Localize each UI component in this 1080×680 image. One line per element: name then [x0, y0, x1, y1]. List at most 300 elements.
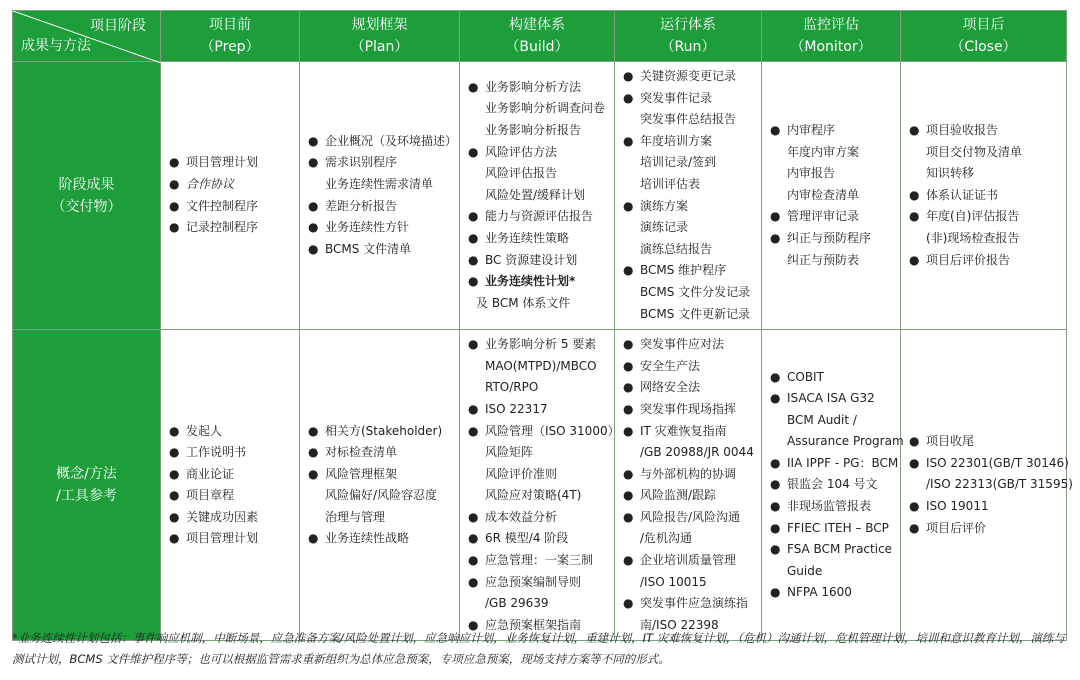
list-item	[468, 377, 610, 399]
column-header-build	[460, 11, 615, 62]
bullet-icon: ●	[909, 187, 920, 202]
bullet-icon: ●	[308, 423, 319, 438]
item-text: BCMS 文件清单	[325, 241, 412, 256]
item-list	[300, 417, 459, 555]
column-subtitle: （Prep）	[200, 39, 260, 55]
item-text: 风险应对策略(4T)	[485, 488, 582, 503]
list-item	[468, 120, 610, 142]
row-title: 阶段成果	[58, 176, 115, 193]
item-text: 项目后评价报告	[926, 252, 1011, 267]
bullet-icon: ●	[308, 133, 319, 148]
list-item	[623, 528, 757, 550]
list-item	[770, 474, 896, 496]
list-item	[169, 442, 295, 464]
row-title: 概念/方法	[56, 466, 117, 483]
list-item	[623, 109, 757, 131]
list-item	[468, 550, 610, 572]
item-text: IIA IPPF - PG：BCM	[787, 455, 899, 470]
list-item	[770, 163, 896, 185]
methods-row	[13, 330, 1067, 641]
bullet-icon: ●	[169, 466, 180, 481]
bullet-icon: ●	[468, 617, 479, 632]
item-list	[161, 417, 299, 555]
bullet-icon: ●	[308, 220, 319, 235]
list-item	[623, 464, 757, 486]
item-text: 项目章程	[186, 488, 235, 503]
item-text: 与外部机构的协调	[640, 466, 737, 481]
item-text: 风险评价准则	[485, 466, 558, 481]
list-item	[909, 496, 1062, 518]
list-item	[770, 518, 896, 540]
list-item	[169, 174, 295, 196]
item-text: 项目后评价	[926, 520, 987, 535]
column-title: 项目前	[209, 17, 251, 33]
bullet-icon: ●	[468, 574, 479, 589]
bullet-icon: ●	[623, 466, 634, 481]
item-text: 演练总结报告	[640, 241, 713, 256]
bullet-icon: ●	[909, 252, 920, 267]
item-text: /GB 20988/JR 0044	[640, 445, 754, 460]
list-item	[623, 550, 757, 572]
column-subtitle: （Plan）	[350, 39, 409, 55]
column-subtitle: （Build）	[505, 39, 569, 55]
list-item	[909, 453, 1069, 475]
item-text: 业务影响分析 5 要素	[485, 337, 597, 352]
list-item	[169, 421, 295, 443]
header-row	[13, 11, 1067, 62]
item-text: 风险管理（ISO 31000）	[485, 423, 620, 438]
item-text: 应急预案框架指南	[485, 617, 582, 632]
item-text: 企业培训质量管理	[640, 553, 737, 568]
bullet-icon: ●	[623, 401, 634, 416]
column-header-monitor	[762, 11, 901, 62]
column-subtitle: （Run）	[660, 39, 716, 55]
bullet-icon: ●	[468, 337, 479, 352]
item-text: 培训记录/签到	[640, 155, 717, 170]
list-item	[623, 196, 757, 218]
item-text: 网络安全法	[640, 380, 701, 395]
bullet-icon: ●	[770, 230, 781, 245]
item-text: 记录控制程序	[186, 220, 259, 235]
item-text: 风险评估报告	[485, 166, 558, 181]
list-item	[909, 250, 1062, 272]
bullet-icon: ●	[169, 198, 180, 213]
list-item	[308, 485, 455, 507]
item-text: 发起人	[186, 423, 223, 438]
bcm-phase-table	[12, 10, 1073, 641]
item-text: 关键资源变更记录	[640, 69, 737, 83]
list-item	[623, 217, 757, 239]
bullet-icon: ●	[623, 90, 634, 105]
bullet-icon: ●	[770, 477, 781, 492]
item-text: 风险监测/跟踪	[640, 488, 717, 503]
item-text: 内审程序	[787, 122, 836, 137]
item-text: 纠正与预防表	[787, 252, 860, 267]
item-text: 安全生产法	[640, 358, 701, 373]
item-text: 年度内审方案	[787, 144, 860, 159]
list-item	[770, 388, 896, 410]
bullet-icon: ●	[909, 209, 920, 224]
list-item	[909, 474, 1073, 496]
item-text: /ISO 10015	[640, 574, 707, 589]
row-subtitle: （交付物）	[51, 198, 122, 215]
item-text: 治理与管理	[325, 509, 386, 524]
list-item	[308, 442, 455, 464]
item-text: 工作说明书	[186, 445, 247, 460]
list-item	[623, 442, 757, 464]
item-text: FSA BCM Practice	[787, 542, 893, 557]
item-text: 风险处置/缓释计划	[485, 187, 586, 202]
list-item	[623, 572, 757, 594]
bullet-icon: ●	[468, 274, 479, 289]
item-text: 业务连续性战略	[325, 531, 410, 546]
list-item	[770, 431, 904, 453]
list-item	[308, 507, 455, 529]
item-text: 项目交付物及清单	[926, 144, 1023, 159]
column-header-prep	[161, 11, 300, 62]
item-text: 内审检查清单	[787, 187, 860, 202]
item-text: BCMS 文件更新记录	[640, 306, 751, 321]
item-text: 差距分析报告	[325, 198, 398, 213]
column-title: 运行体系	[660, 17, 716, 33]
item-text: 演练记录	[640, 220, 689, 235]
item-text: 突发事件应急演练指	[640, 596, 749, 611]
list-item	[169, 528, 295, 550]
column-subtitle: （Monitor）	[790, 39, 872, 55]
item-text: ISO 19011	[926, 499, 989, 514]
item-list	[300, 127, 459, 265]
cell	[762, 62, 901, 330]
bullet-icon: ●	[169, 423, 180, 438]
item-text: 风险评估方法	[485, 144, 558, 159]
item-text: /ISO 22313(GB/T 31595)	[926, 477, 1073, 492]
item-text: 年度(自)评估报告	[926, 209, 1020, 224]
item-text: 及 BCM 体系文件	[476, 295, 571, 310]
list-item	[468, 206, 610, 228]
list-item	[468, 593, 610, 615]
item-text: ISO 22317	[485, 401, 548, 416]
item-text: 突发事件记录	[640, 90, 713, 105]
item-text: 关键成功因素	[186, 509, 259, 524]
list-item	[909, 120, 1062, 142]
item-text: 业务连续性需求清单	[325, 176, 434, 191]
list-item	[770, 453, 899, 475]
bullet-icon: ●	[468, 209, 479, 224]
item-text: 业务影响分析报告	[485, 122, 582, 137]
list-item	[909, 185, 1062, 207]
bullet-icon: ●	[169, 488, 180, 503]
item-text: 6R 模型/4 阶段	[485, 531, 569, 546]
list-item	[623, 421, 757, 443]
list-item	[468, 271, 610, 293]
item-text: 项目验收报告	[926, 122, 999, 137]
bullet-icon: ●	[770, 455, 781, 470]
item-text: 对标检查清单	[325, 445, 398, 460]
bullet-icon: ●	[623, 133, 634, 148]
item-text: BC 资源建设计划	[485, 252, 578, 267]
bullet-icon: ●	[468, 423, 479, 438]
list-item	[169, 485, 295, 507]
item-text: 成本效益分析	[485, 509, 558, 524]
column-header-run	[615, 11, 762, 62]
list-item	[623, 356, 757, 378]
bullet-icon: ●	[308, 155, 319, 170]
item-text: 突发事件现场指挥	[640, 401, 737, 416]
item-text: 商业论证	[186, 466, 235, 481]
list-item	[169, 464, 295, 486]
bullet-icon: ●	[468, 144, 479, 159]
item-text: 业务影响分析方法	[485, 79, 582, 94]
list-item	[770, 185, 896, 207]
list-item	[623, 399, 757, 421]
cell	[901, 330, 1073, 641]
list-item	[623, 174, 757, 196]
bullet-icon: ●	[770, 391, 781, 406]
item-list	[460, 73, 614, 319]
bullet-icon: ●	[909, 122, 920, 137]
item-text: /GB 29639	[485, 596, 549, 611]
bullet-icon: ●	[468, 531, 479, 546]
list-item	[169, 152, 295, 174]
list-item	[909, 206, 1062, 228]
list-item	[468, 98, 610, 120]
item-list	[901, 427, 1073, 543]
column-title: 监控评估	[803, 17, 859, 33]
bullet-icon: ●	[623, 198, 634, 213]
list-item	[468, 528, 610, 550]
item-list	[762, 363, 904, 609]
item-text: BCM Audit /	[787, 412, 857, 427]
bullet-icon: ●	[623, 488, 634, 503]
list-item	[308, 217, 455, 239]
cell	[615, 330, 762, 641]
bullet-icon: ●	[169, 176, 180, 191]
item-list	[615, 62, 761, 329]
column-title: 构建体系	[509, 17, 565, 33]
bullet-icon: ●	[468, 252, 479, 267]
list-item	[308, 152, 455, 174]
list-item	[468, 356, 610, 378]
list-item	[468, 464, 610, 486]
item-text: 相关方(Stakeholder)	[325, 423, 443, 438]
item-text: 管理评审记录	[787, 209, 860, 224]
bullet-icon: ●	[308, 445, 319, 460]
item-text: ISACA ISA G32	[787, 391, 875, 406]
bullet-icon: ●	[909, 520, 920, 535]
list-item	[468, 77, 610, 99]
list-item	[623, 88, 757, 110]
cell	[901, 62, 1067, 330]
bullet-icon: ●	[770, 122, 781, 137]
list-item	[623, 131, 757, 153]
item-text: 业务连续性计划*	[485, 274, 576, 289]
item-text: 突发事件应对法	[640, 337, 725, 352]
row-subtitle: /工具参考	[56, 488, 117, 505]
item-text: 需求识别程序	[325, 155, 398, 170]
list-item	[468, 185, 610, 207]
list-item	[468, 485, 610, 507]
item-text: 内审报告	[787, 166, 836, 181]
list-item	[909, 142, 1062, 164]
bullet-icon: ●	[909, 455, 920, 470]
corner-header	[13, 11, 161, 62]
bullet-icon: ●	[623, 69, 634, 83]
list-item	[770, 539, 896, 561]
list-item	[770, 120, 896, 142]
item-list	[161, 148, 299, 242]
item-text: ISO 22301(GB/T 30146)	[926, 455, 1069, 470]
bullet-icon: ●	[770, 369, 781, 384]
cell	[300, 330, 460, 641]
bullet-icon: ●	[169, 220, 180, 235]
item-text: 应急管理：一案三制	[485, 553, 594, 568]
list-item	[909, 431, 1062, 453]
bullet-icon: ●	[623, 596, 634, 611]
bullet-icon: ●	[468, 553, 479, 568]
column-header-plan	[300, 11, 460, 62]
list-item	[770, 496, 896, 518]
list-item	[770, 206, 896, 228]
item-text: 纠正与预防程序	[787, 230, 872, 245]
item-text: (非)现场检查报告	[926, 230, 1020, 245]
corner-top-label: 项目阶段	[90, 18, 146, 34]
bullet-icon: ●	[468, 401, 479, 416]
item-list	[762, 116, 900, 275]
bullet-icon: ●	[623, 509, 634, 524]
list-item	[468, 293, 610, 315]
list-item	[909, 518, 1062, 540]
list-item	[468, 442, 610, 464]
column-title: 规划框架	[351, 17, 408, 33]
item-text: 风险报告/风险沟通	[640, 509, 741, 524]
bullet-icon: ●	[169, 155, 180, 170]
corner-bottom-label: 成果与方法	[21, 38, 91, 54]
bullet-icon: ●	[169, 531, 180, 546]
list-item	[623, 377, 757, 399]
list-item	[623, 334, 757, 356]
bullet-icon: ●	[909, 434, 920, 449]
item-text: 突发事件总结报告	[640, 112, 737, 127]
item-text: /危机沟通	[640, 531, 693, 546]
bullet-icon: ●	[623, 358, 634, 373]
list-item	[770, 367, 896, 389]
list-item	[468, 421, 620, 443]
list-item	[468, 399, 610, 421]
bullet-icon: ●	[770, 209, 781, 224]
item-text: 业务连续性方针	[325, 220, 410, 235]
item-text: COBIT	[787, 369, 824, 384]
item-text: IT 灾难恢复指南	[640, 423, 727, 438]
item-text: 体系认证证书	[926, 187, 999, 202]
item-text: MAO(MTPD)/MBCO	[485, 358, 597, 373]
item-list	[615, 330, 761, 640]
list-item	[308, 528, 455, 550]
bullet-icon: ●	[623, 553, 634, 568]
item-text: BCMS 文件分发记录	[640, 284, 751, 299]
item-text: 风险偏好/风险容忍度	[325, 488, 438, 503]
row-header-deliverables	[13, 62, 161, 330]
list-item	[308, 464, 455, 486]
cell	[161, 62, 300, 330]
cell	[460, 62, 615, 330]
bullet-icon: ●	[623, 263, 634, 278]
item-text: 项目管理计划	[186, 531, 259, 546]
bullet-icon: ●	[308, 531, 319, 546]
list-item	[308, 239, 455, 261]
bullet-icon: ●	[308, 198, 319, 213]
item-text: 知识转移	[926, 166, 975, 181]
column-title: 项目后	[962, 17, 1005, 33]
cell	[762, 330, 904, 641]
item-text: 项目收尾	[926, 434, 975, 449]
item-text: Guide	[787, 563, 823, 578]
list-item	[909, 228, 1062, 250]
bullet-icon: ●	[468, 230, 479, 245]
cell	[161, 330, 300, 641]
cell	[460, 330, 620, 641]
list-item	[623, 152, 757, 174]
item-text: 培训评估表	[640, 176, 701, 191]
row-header-methods	[13, 330, 161, 641]
item-text: 非现场监管报表	[787, 499, 872, 514]
list-item	[770, 561, 896, 583]
item-text: FFIEC ITEH – BCP	[787, 520, 889, 535]
item-text: 演练方案	[640, 198, 689, 213]
list-item	[468, 250, 610, 272]
list-item	[169, 507, 295, 529]
bullet-icon: ●	[623, 337, 634, 352]
item-text: BCMS 维护程序	[640, 263, 727, 278]
item-text: 风险矩阵	[485, 445, 534, 460]
item-text: 项目管理计划	[186, 155, 259, 170]
bullet-icon: ●	[623, 380, 634, 395]
bullet-icon: ●	[468, 79, 479, 94]
list-item	[623, 66, 757, 88]
item-text: 业务影响分析调查问卷	[485, 101, 606, 116]
list-item	[623, 485, 757, 507]
list-item	[468, 142, 610, 164]
list-item	[770, 228, 896, 250]
item-text: 应急预案编制导则	[485, 574, 582, 589]
bullet-icon: ●	[623, 423, 634, 438]
list-item	[308, 196, 455, 218]
item-text: Assurance Program	[787, 434, 904, 449]
bullet-icon: ●	[169, 509, 180, 524]
bullet-icon: ●	[770, 520, 781, 535]
list-item	[308, 131, 458, 153]
item-text: 企业概况（及环境描述）	[325, 133, 458, 148]
item-text: 风险管理框架	[325, 466, 398, 481]
column-header-close	[901, 11, 1067, 62]
list-item	[169, 217, 295, 239]
list-item	[770, 250, 896, 272]
cell	[300, 62, 460, 330]
item-text: 能力与资源评估报告	[485, 209, 594, 224]
list-item	[468, 572, 610, 594]
item-text: 银监会 104 号文	[787, 477, 878, 492]
list-item	[623, 282, 757, 304]
bullet-icon: ●	[308, 241, 319, 256]
list-item	[623, 304, 757, 326]
list-item	[468, 334, 610, 356]
list-item	[468, 507, 610, 529]
item-text: 合作协议	[186, 176, 235, 191]
item-text: 年度培训方案	[640, 133, 713, 148]
bullet-icon: ●	[169, 445, 180, 460]
bullet-icon: ●	[770, 542, 781, 557]
list-item	[169, 196, 295, 218]
list-item	[770, 142, 896, 164]
